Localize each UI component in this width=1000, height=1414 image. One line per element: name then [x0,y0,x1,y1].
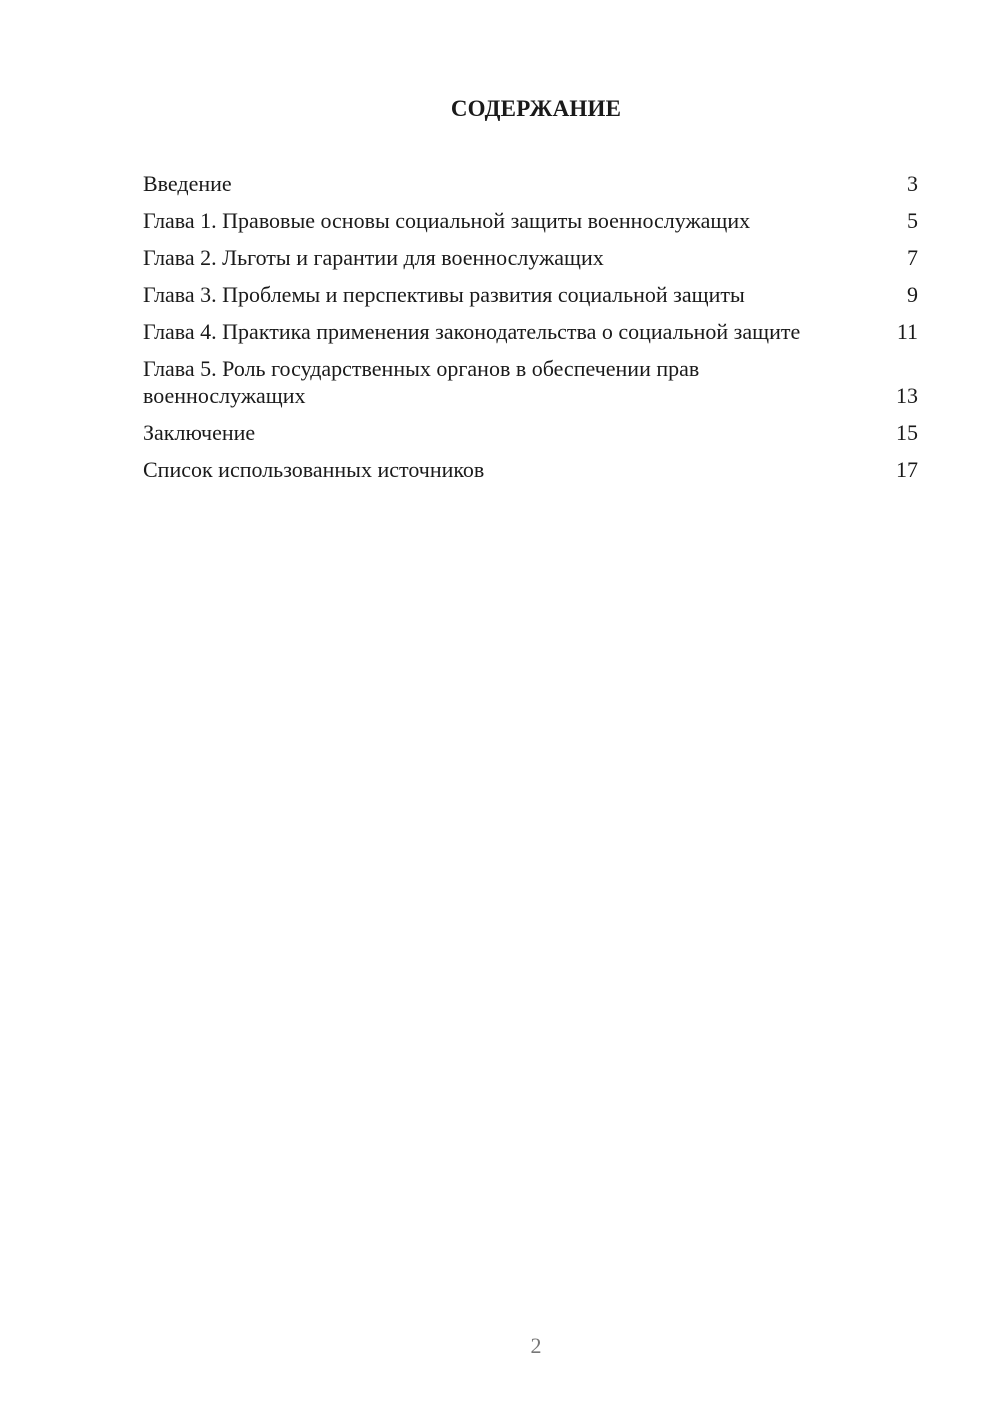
toc-entry-title: Глава 1. Правовые основы социальной защиты военнослужащих [143,208,751,233]
toc-entry-page: 15 [896,420,918,445]
toc-entry-page: 17 [896,457,918,482]
toc-entry-references[interactable] [143,456,918,483]
toc-entry-introduction[interactable] [143,170,918,197]
toc-entry-chapter-4[interactable] [143,318,918,345]
toc-entry-title: Список использованных источников [143,457,485,482]
toc-entry-chapter-2[interactable] [143,244,918,271]
toc-entry-page: 7 [907,245,918,270]
page-number: 2 [530,1333,542,1358]
toc-entry-title: Глава 5. Роль государственных органов в обеспечении прав военнослужащих [143,356,700,408]
toc-entry-chapter-3[interactable] [143,281,918,308]
toc-entry-page: 13 [896,383,918,408]
toc-entry-title: Глава 3. Проблемы и перспективы развития социальной защиты [143,282,745,307]
toc-entry-page: 5 [907,208,918,233]
toc-heading: СОДЕРЖАНИЕ [450,96,622,121]
toc-entry-title: Введение [143,171,232,196]
toc-entry-chapter-1[interactable] [143,207,918,234]
toc-entry-title: Заключение [143,420,256,445]
toc-entry-page: 11 [896,319,918,344]
toc-entry-page: 3 [907,171,918,196]
toc-entry-page: 9 [907,282,918,307]
toc-entry-chapter-5[interactable] [143,355,918,409]
toc-entry-conclusion[interactable] [143,419,918,446]
toc-entry-title: Глава 4. Практика применения законодательства о социальной защите [143,319,801,344]
table-of-contents [143,170,918,493]
toc-entry-title: Глава 2. Льготы и гарантии для военнослужащих [143,245,604,270]
